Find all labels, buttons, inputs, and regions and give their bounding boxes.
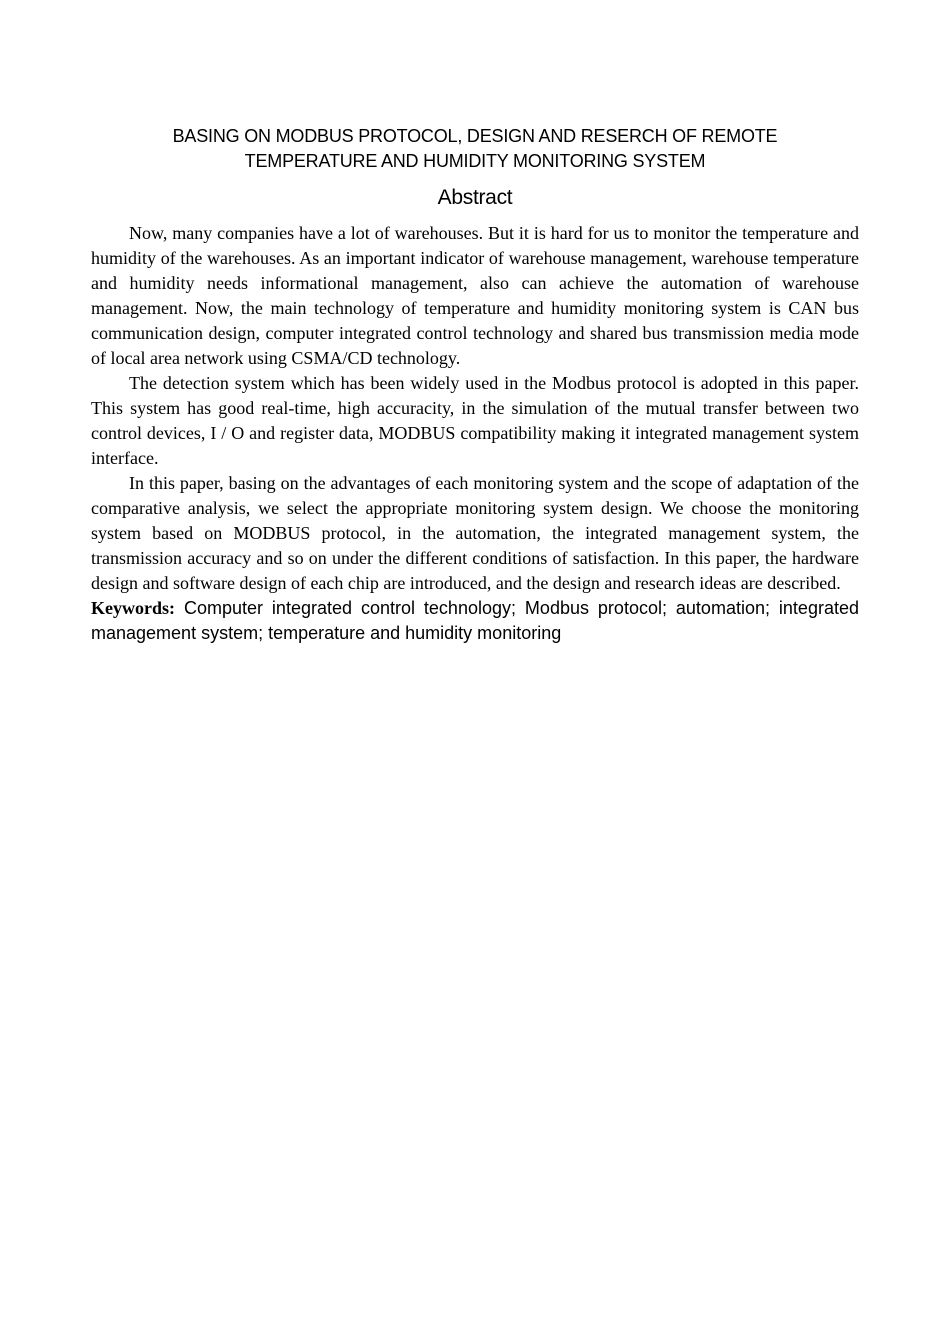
paper-title [91,124,859,174]
abstract-body [91,221,859,596]
abstract-paragraph-2: The detection system which has been widely used in the Modbus protocol is adopted in this paper. This system has good real-time, high accuracity, in the simulation of the mutual transfer between two control devices, I / O and register data, MODBUS compatibility making it integrated management system interface. [91,373,859,468]
abstract-paragraph-3: In this paper, basing on the advantages of each monitoring system and the scope of adaptation of the comparative analysis, we select the appropriate monitoring system design. We choose the monitoring system based on MODBUS protocol, in the automation, the integrated management system, the transmission accuracy and so on under the different conditions of satisfaction. In this paper, the hardware design and software design of each chip are introduced, and the design and research ideas are described. [91,473,859,593]
keywords-section [91,596,859,646]
abstract-heading: Abstract [437,186,513,209]
paper-title-line-2: TEMPERATURE AND HUMIDITY MONITORING SYSTEM [244,151,706,171]
keywords-label: Keywords: [91,598,175,618]
paper-title-line-1: BASING ON MODBUS PROTOCOL, DESIGN AND RESERCH OF REMOTE [172,126,778,146]
document-page [91,124,859,646]
abstract-paragraph-1: Now, many companies have a lot of warehouses. But it is hard for us to monitor the temperature and humidity of the warehouses. As an important indicator of warehouse management, warehouse temperature and humidity needs informational management, also can achieve the automation of warehouse management. Now, the main technology of temperature and humidity monitoring system is CAN bus communication design, computer integrated control technology and shared bus transmission media mode of local area network using CSMA/CD technology. [91,223,859,368]
keywords-text: Computer integrated control technology; Modbus protocol; automation; integrated management system; temperature and humidity monitoring [91,598,859,643]
